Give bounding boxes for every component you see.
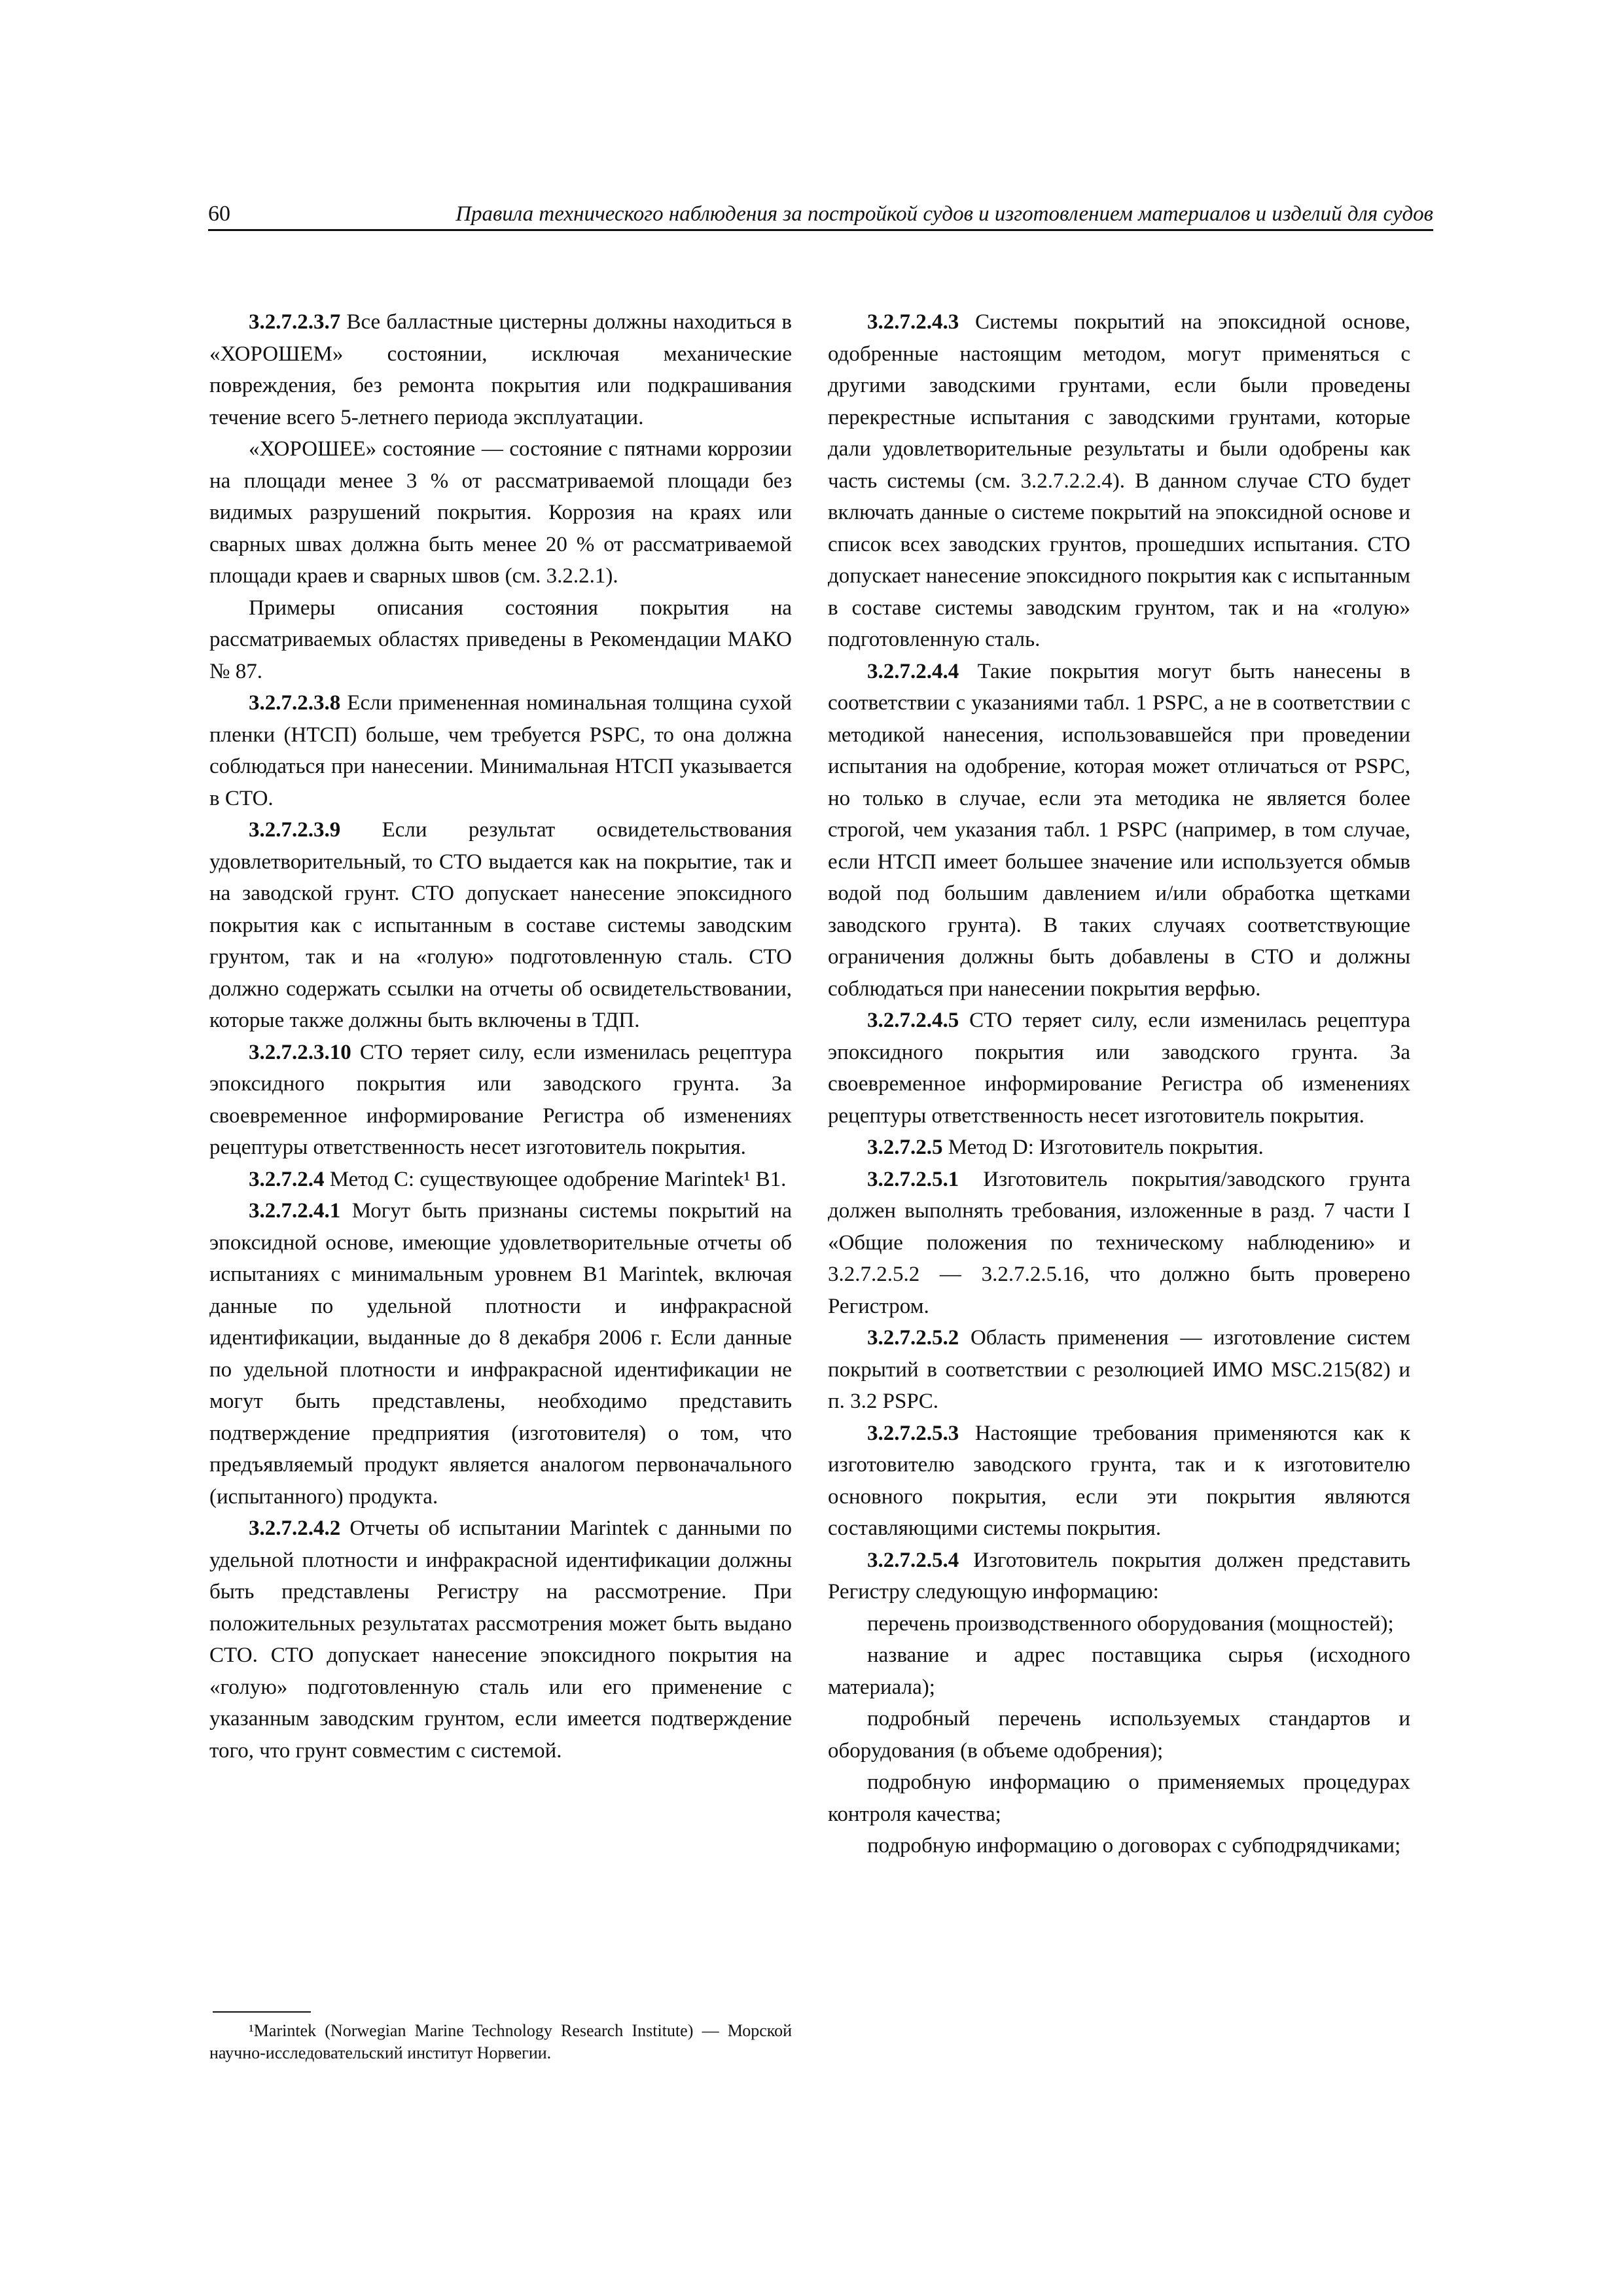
list-item: название и адрес поставщика сырья (исходного материала); bbox=[828, 1643, 1410, 1699]
paragraph: 3.2.7.2.3.7 Все балластные цистерны должны находиться в «ХОРОШЕМ» состоянии, исключая механические повреждения, без ремонта покрытия или подкрашивания течение всего 5-летнего периода эксплуатации. bbox=[209, 310, 792, 429]
clause-number: 3.2.7.2.5.3 bbox=[867, 1421, 959, 1445]
list-item: подробную информацию о применяемых процедурах контроля качества; bbox=[828, 1770, 1410, 1826]
paragraph: 3.2.7.2.4.4 Такие покрытия могут быть нанесены в соответствии с указаниями табл. 1 PSPC, а не в соответствии с методикой нанесения, использовавшейся при проведении испытания на одобрение, которая может отличаться от PSPC, но только в случае, если эта методика не является более строгой, чем указания табл. 1 PSPC (например, в том случае, если НТСП имеет большее значение или используется обмыв водой под большим давлением и/или обработка щетками заводского грунта). В таких случаях соответствующие ограничения должны быть добавлены в СТО и должны соблюдаться при нанесении покрытия верфью. bbox=[828, 659, 1410, 1001]
paragraph: 3.2.7.2.3.8 Если примененная номинальная толщина сухой пленки (НТСП) больше, чем требуется PSPC, то она должна соблюдаться при нанесении. Минимальная НТСП указывается в СТО. bbox=[209, 691, 792, 810]
paragraph: 3.2.7.2.4.3 Системы покрытий на эпоксидной основе, одобренные настоящим методом, могут применяться с другими заводскими грунтами, если были проведены перекрестные испытания с заводскими грунтами, которые дали удовлетворительные результаты и были одобрены как часть системы (см. 3.2.7.2.2.4). В данном случае СТО будет включать данные о системе покрытий на эпоксидной основе и список всех заводских грунтов, прошедших испытания. СТО допускает нанесение эпоксидного покрытия как с испытанным в составе системы заводским грунтом, так и на «голую» подготовленную сталь. bbox=[828, 310, 1410, 651]
footnote-text: ¹Marintek (Norwegian Marine Technology Research Institute) — Морской научно-исследовательский институт Норвегии. bbox=[209, 2021, 792, 2062]
paragraph: Примеры описания состояния покрытия на рассматриваемых областях приведены в Рекомендации МАКО № 87. bbox=[209, 596, 792, 683]
clause-number: 3.2.7.2.4.5 bbox=[867, 1009, 959, 1032]
clause-number: 3.2.7.2.3.10 bbox=[249, 1040, 351, 1064]
footnote bbox=[209, 2020, 792, 2064]
paragraph: 3.2.7.2.4.1 Могут быть признаны системы покрытий на эпоксидной основе, имеющие удовлетворительные отчеты об испытаниях с минимальным уровнем B1 Marintek, включая данные по удельной плотности и инфракрасной идентификации, выданные до 8 декабря 2006 г. Если данные по удельной плотности и инфракрасной идентификации не могут быть представлены, необходимо представить подтверждение предприятия (изготовителя) о том, что предъявляемый продукт является аналогом первоначального (испытанного) продукта. bbox=[209, 1199, 792, 1509]
clause-number: 3.2.7.2.4.3 bbox=[867, 310, 959, 334]
clause-number: 3.2.7.2.5 bbox=[867, 1136, 943, 1159]
paragraph: 3.2.7.2.5.1 Изготовитель покрытия/заводского грунта должен выполнять требования, изложенные в разд. 7 части I «Общие положения по техническому наблюдению» и 3.2.7.2.5.2 — 3.2.7.2.5.16, что должно быть проверено Регистром. bbox=[828, 1167, 1410, 1318]
left-column bbox=[209, 306, 792, 1767]
paragraph: 3.2.7.2.5.4 Изготовитель покрытия должен представить Регистру следующую информацию: bbox=[828, 1548, 1410, 1604]
paragraph: 3.2.7.2.3.10 СТО теряет силу, если изменилась рецептура эпоксидного покрытия или заводского грунта. За своевременное информирование Регистра об изменениях рецептуры ответственность несет изготовитель покрытия. bbox=[209, 1040, 792, 1159]
clause-number: 3.2.7.2.5.2 bbox=[867, 1326, 959, 1350]
paragraph: «ХОРОШЕЕ» состояние — состояние с пятнами коррозии на площади менее 3 % от рассматриваемой площади без видимых разрушений покрытия. Коррозия на краях или сварных швах должна быть менее 20 % от рассматриваемой площади краев и сварных швов (см. 3.2.2.1). bbox=[209, 437, 792, 588]
clause-number: 3.2.7.2.4.4 bbox=[867, 659, 959, 683]
clause-number: 3.2.7.2.3.8 bbox=[249, 691, 341, 715]
list-item: подробную информацию о договорах с субподрядчиками; bbox=[867, 1834, 1401, 1857]
clause-number: 3.2.7.2.5.1 bbox=[867, 1167, 959, 1191]
paragraph: 3.2.7.2.4.2 Отчеты об испытании Marintek с данными по удельной плотности и инфракрасной идентификации должны быть представлены Регистру на рассмотрение. При положительных результатах рассмотрения может быть выдано СТО. СТО допускает нанесение эпоксидного покрытия на «голую» подготовленную сталь или его применение с указанным заводским грунтом, если имеется подтверждение того, что грунт совместим с системой. bbox=[209, 1516, 792, 1763]
clause-number: 3.2.7.2.4 bbox=[249, 1167, 325, 1191]
list-item: перечень производственного оборудования (мощностей); bbox=[867, 1611, 1394, 1636]
footnote-divider bbox=[213, 2011, 311, 2013]
right-column bbox=[828, 306, 1410, 1862]
paragraph: 3.2.7.2.5.2 Область применения — изготовление систем покрытий в соответствии с резолюцией ИМО MSC.215(82) и п. 3.2 PSPC. bbox=[828, 1326, 1410, 1413]
clause-number: 3.2.7.2.4.2 bbox=[249, 1516, 341, 1540]
list-item: подробный перечень используемых стандартов и оборудования (в объеме одобрения); bbox=[828, 1707, 1410, 1763]
page-number: 60 bbox=[208, 202, 230, 226]
paragraph: 3.2.7.2.4.5 СТО теряет силу, если изменилась рецептура эпоксидного покрытия или заводского грунта. За своевременное информирование Регистра об изменениях рецептуры ответственность несет изготовитель покрытия. bbox=[828, 1009, 1410, 1128]
paragraph: 3.2.7.2.5.3 Настоящие требования применяются как к изготовителю заводского грунта, так и к изготовителю основного покрытия, если эти покрытия являются составляющими системы покрытия. bbox=[828, 1421, 1410, 1540]
paragraph: 3.2.7.2.4 Метод С: существующее одобрение Marintek¹ B1. bbox=[249, 1167, 787, 1191]
page-header bbox=[208, 200, 1433, 231]
clause-number: 3.2.7.2.4.1 bbox=[249, 1199, 341, 1223]
clause-number: 3.2.7.2.3.7 bbox=[249, 310, 341, 334]
clause-number: 3.2.7.2.5.4 bbox=[867, 1548, 959, 1572]
running-title: Правила технического наблюдения за постройкой судов и изготовлением материалов и изделий для судов bbox=[455, 202, 1433, 226]
paragraph: 3.2.7.2.5 Метод D: Изготовитель покрытия. bbox=[867, 1136, 1264, 1159]
paragraph: 3.2.7.2.3.9 Если результат освидетельствования удовлетворительный, то СТО выдается как на покрытие, так и на заводской грунт. СТО допускает нанесение эпоксидного покрытия как с испытанным в составе системы заводским грунтом, так и на «голую» подготовленную сталь. СТО должно содержать ссылки на отчеты об освидетельствовании, которые также должны быть включены в ТДП. bbox=[209, 818, 792, 1032]
clause-number: 3.2.7.2.3.9 bbox=[249, 818, 341, 842]
